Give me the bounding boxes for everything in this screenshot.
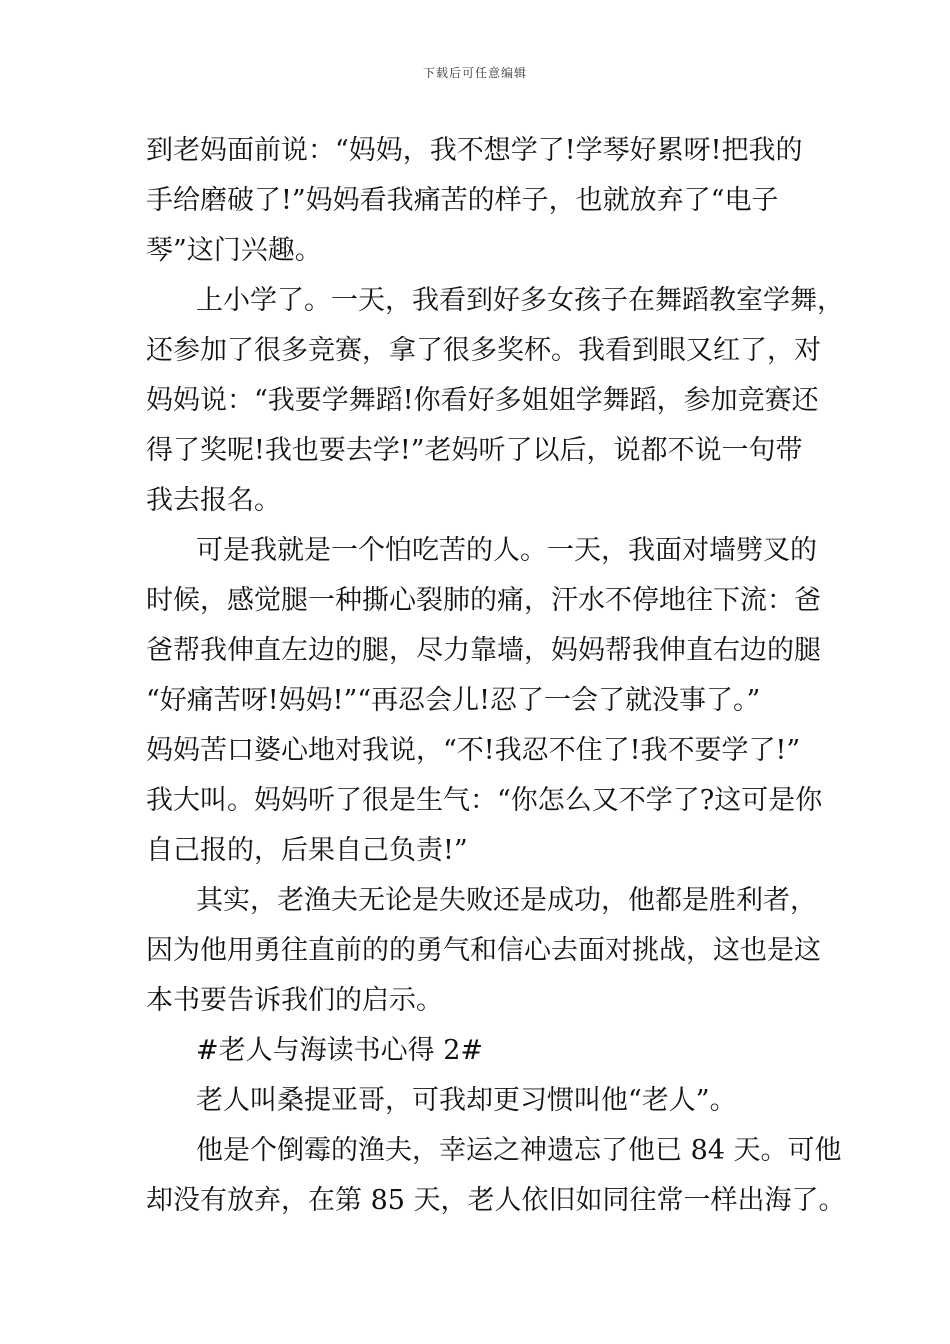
text-line: 自己报的，后果自己负责!” — [146, 835, 468, 866]
text-line: 妈妈苦口婆心地对我说，“不!我忍不住了!我不要学了!” — [146, 735, 801, 766]
text-line: 爸帮我伸直左边的腿，尽力靠墙，妈妈帮我伸直右边的腿 — [146, 635, 821, 666]
paragraph-first-line: 其实，老渔夫无论是失败还是成功，他都是胜利者， — [196, 885, 817, 916]
paragraph-first-line: 可是我就是一个怕吃苦的人。一天，我面对墙劈叉的 — [196, 535, 817, 566]
text-line: 时候，感觉腿一种撕心裂肺的痛，汗水不停地往下流：爸 — [146, 585, 821, 616]
text-line: 到老妈面前说：“妈妈，我不想学了!学琴好累呀!把我的 — [146, 135, 803, 166]
paragraph-first-line: 老人叫桑提亚哥，可我却更习惯叫他“老人”。 — [196, 1085, 737, 1116]
text-line: 手给磨破了!”妈妈看我痛苦的样子，也就放弃了“电子 — [146, 185, 779, 216]
page-header: 下载后可任意编辑 — [422, 66, 527, 80]
text-line: 得了奖呢!我也要去学!”老妈听了以后，说都不说一句带 — [146, 435, 803, 466]
text-line: “好痛苦呀!妈妈!”“再忍会儿!忍了一会了就没事了。” — [146, 685, 761, 716]
text-line: 因为他用勇往直前的的勇气和信心去面对挑战，这也是这 — [146, 935, 821, 966]
section-heading: #老人与海读书心得 2# — [196, 1035, 484, 1066]
paragraph-first-line: 上小学了。一天，我看到好多女孩子在舞蹈教室学舞， — [196, 285, 844, 316]
text-line: 却没有放弃，在第 85 天，老人依旧如同往常一样出海了。 — [146, 1185, 846, 1216]
text-line: 我去报名。 — [146, 485, 281, 516]
text-line: 琴”这门兴趣。 — [146, 235, 322, 266]
text-line: 我大叫。妈妈听了很是生气：“你怎么又不学了?这可是你 — [146, 785, 823, 816]
text-line: 妈妈说：“我要学舞蹈!你看好多姐姐学舞蹈，参加竞赛还 — [146, 385, 819, 416]
document-body — [146, 126, 846, 1226]
text-line: 本书要告诉我们的启示。 — [146, 985, 443, 1016]
text-line: 还参加了很多竞赛，拿了很多奖杯。我看到眼又红了，对 — [146, 335, 821, 366]
paragraph-first-line: 他是个倒霉的渔夫，幸运之神遗忘了他已 84 天。可他 — [196, 1135, 842, 1166]
